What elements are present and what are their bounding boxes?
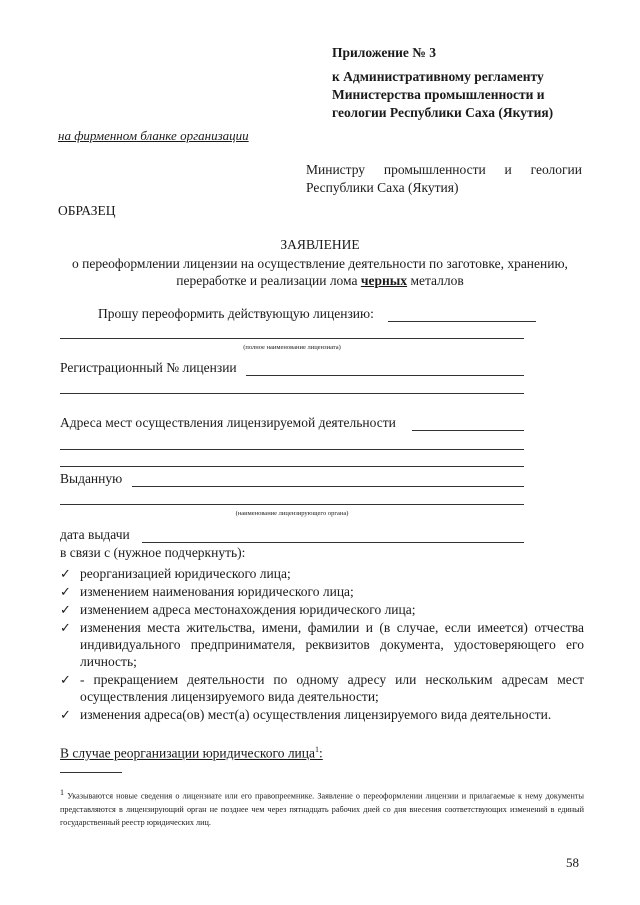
issue-date-label: дата выдачи [60, 527, 130, 542]
reason-item[interactable] [58, 601, 584, 618]
check-icon: ✓ [60, 584, 71, 599]
reason-item[interactable] [58, 619, 584, 670]
check-icon: ✓ [60, 620, 71, 635]
issued-label: Выданную [60, 471, 123, 486]
issued-field-line-1[interactable] [132, 486, 524, 487]
addresses-field-line-3[interactable] [60, 466, 524, 467]
footnote-text: Указываются новые сведения о лицензиате или его правопреемнике. Заявление о переоформлении лицензии и прилагаемые к нему документы представляются в лицензирующий орган не позднее чем через пятнадцать рабочих дней со дня внесения соответствующих изменений в единый государственный реестр юридических лиц. [60, 791, 585, 827]
statement-subtitle-part1: о переоформлении лицензии на осуществление деятельности по заготовке, хранению, переработке и реализации лома [72, 256, 568, 288]
reg-number-field-line[interactable] [246, 375, 524, 376]
reason-text: изменения места жительства, имени, фамилии и (в случае, если имеется) отчества индивидуального предпринимателя, реквизитов документа, удостоверяющего его личность; [80, 620, 584, 669]
authority-caption: (наименование лицензирующего органа) [235, 510, 349, 517]
licensee-field-line-1[interactable] [388, 321, 536, 322]
reason-text: изменения адреса(ов) мест(а) осуществления лицензируемого вида деятельности. [80, 707, 552, 722]
reason-item[interactable] [58, 565, 584, 582]
request-label: Прошу переоформить действующую лицензию: [98, 306, 374, 321]
issued-field-line-2[interactable] [60, 504, 524, 505]
appendix-text: к Административному регламенту Министерства промышленности и геологии Республики Саха (Якутия) [332, 69, 554, 120]
addresses-field-line-1[interactable] [412, 430, 524, 431]
check-icon: ✓ [60, 707, 71, 722]
statement-title: ЗАЯВЛЕНИЕ [280, 237, 360, 252]
statement-subtitle-bold: черных [360, 273, 408, 288]
licensee-field-line-2[interactable] [60, 338, 524, 339]
letterhead-note: на фирменном бланке организации [58, 128, 249, 143]
reorganization-heading-text: В случае реорганизации юридического лица [60, 745, 315, 761]
reason-text: изменением адреса местонахождения юридического лица; [80, 602, 416, 617]
footnote [60, 786, 584, 829]
check-icon: ✓ [60, 602, 71, 617]
reason-text: - прекращением деятельности по одному адресу или нескольким адресам мест осуществления лицензируемого вида деятельности; [80, 672, 584, 704]
appendix-title: Приложение № 3 [332, 45, 436, 60]
reg-number-field-line-2[interactable] [60, 393, 524, 394]
reason-item[interactable] [58, 671, 584, 705]
page-number: 58 [566, 855, 579, 870]
reason-list [58, 565, 584, 724]
addresses-label: Адреса мест осуществления лицензируемой деятельности [60, 415, 396, 430]
statement-subtitle-part2: металлов [410, 273, 464, 288]
reorganization-heading: В случае реорганизации юридического лица$^1$: [60, 745, 323, 761]
footnote-ref: 1 [315, 745, 319, 754]
reason-text: изменением наименования юридического лица; [80, 584, 354, 599]
addresses-field-line-2[interactable] [60, 449, 524, 450]
reason-text: реорганизацией юридического лица; [80, 566, 291, 581]
issue-date-field-line[interactable] [142, 542, 524, 543]
footnote-marker: 1 [60, 788, 64, 797]
check-icon: ✓ [60, 672, 71, 687]
reg-number-label: Регистрационный № лицензии [60, 360, 237, 375]
reason-item[interactable] [58, 706, 584, 723]
statement-subtitle [60, 255, 580, 289]
reason-item[interactable] [58, 583, 584, 600]
addressee: Министру промышленности и геологии Республики Саха (Якутия) [306, 162, 582, 195]
sample-label: ОБРАЗЕЦ [58, 203, 116, 218]
reason-label: в связи с (нужное подчеркнуть): [60, 545, 246, 560]
footnote-divider [60, 772, 122, 773]
licensee-caption: (полное наименование лицензиата) [243, 344, 341, 351]
check-icon: ✓ [60, 566, 71, 581]
